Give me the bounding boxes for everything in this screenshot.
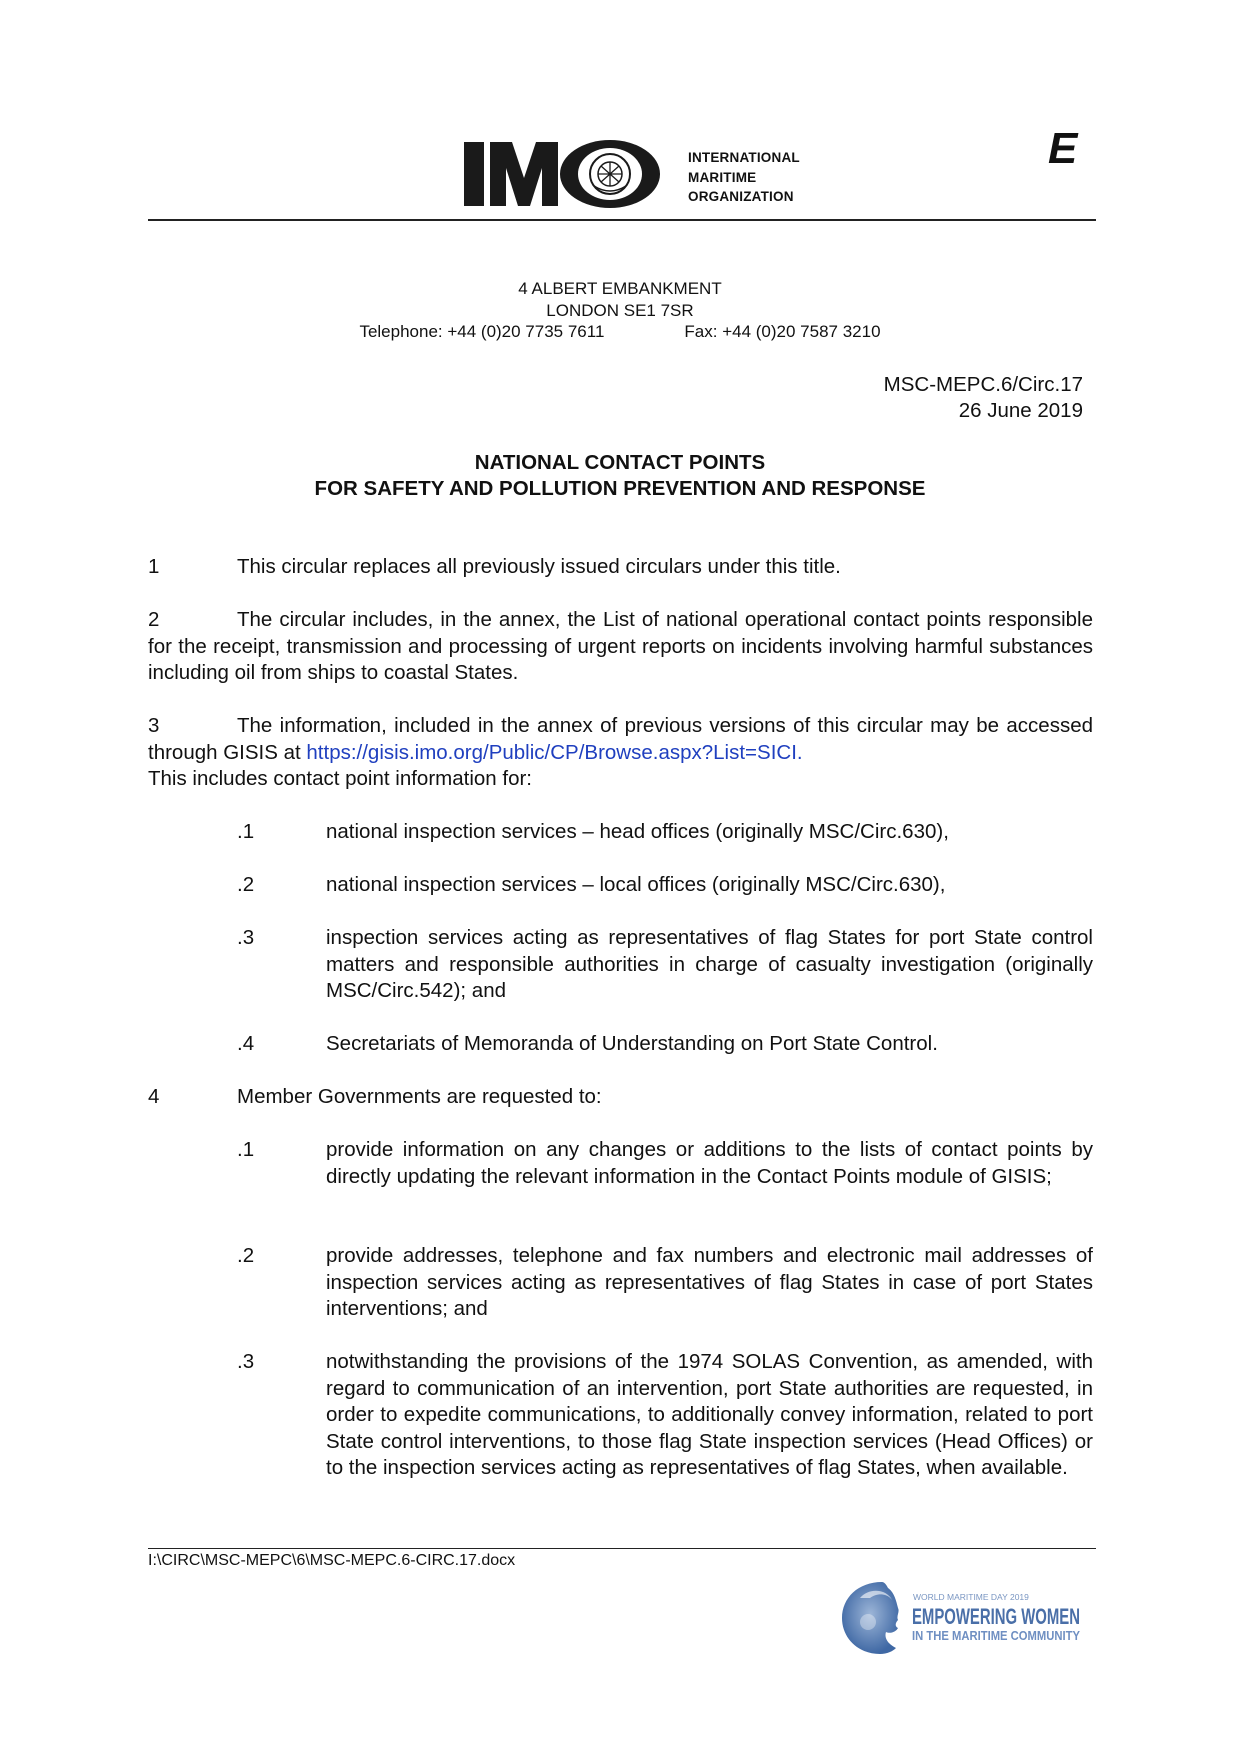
org-name-line: MARITIME [688, 169, 757, 185]
paragraph-number: 2 [148, 608, 160, 631]
address-line: 4 ALBERT EMBANKMENT [518, 279, 722, 298]
list-item [237, 925, 1093, 1005]
item-number: .4 [237, 1032, 255, 1055]
list-item [237, 1137, 1093, 1217]
address-line: LONDON SE1 7SR [546, 300, 694, 320]
telephone: Telephone: +44 (0)20 7735 7611 [359, 322, 605, 341]
item-number: .3 [237, 926, 255, 949]
paragraph-text: This includes contact point information for: [148, 767, 532, 790]
item-number: .1 [237, 1138, 255, 1161]
world-maritime-day-logo [838, 1578, 1088, 1658]
paragraph-3 [148, 713, 1093, 793]
paragraph-4 [148, 1084, 1093, 1111]
item-text: Secretariats of Memoranda of Understanding on Port State Control. [326, 1032, 938, 1055]
paragraph-number: 4 [148, 1085, 160, 1108]
list-item [237, 1349, 1093, 1509]
item-number: .1 [237, 820, 255, 843]
list-item [237, 872, 1093, 900]
list-item [237, 1243, 1093, 1323]
org-name-line: INTERNATIONAL [688, 150, 800, 165]
paragraph-text: Member Governments are requested to: [237, 1085, 602, 1108]
item-text: provide information on any changes or additions to the lists of contact points by directly updating the relevant information in the Contact Points module of GISIS; [326, 1138, 1093, 1188]
item-text: notwithstanding the provisions of the 1974 SOLAS Convention, as amended, with regard to communication of an intervention, port State authorities are requested, in order to expedite communications, to additionally convey information, related to port State control interventions, to those flag State inspection services (Head Offices) or to the inspection services acting as representatives of flag States, when available. [326, 1350, 1093, 1479]
title-line: FOR SAFETY AND POLLUTION PREVENTION AND RESPONSE [314, 477, 926, 500]
item-text: inspection services acting as representatives of flag States for port State control matters and responsible authorities in charge of casualty investigation (originally MSC/Circ.542); and [326, 926, 1093, 1002]
fax: Fax: +44 (0)20 7587 3210 [684, 322, 881, 341]
paragraph-number: 3 [148, 714, 160, 737]
footer-rule [148, 1548, 1096, 1549]
document-date: 26 June 2019 [958, 399, 1083, 422]
paragraph-text: The information, included in the annex of previous versions of this circular may be accessed through GISIS at [148, 714, 1093, 764]
paragraph-2 [148, 607, 1093, 687]
header-rule [148, 219, 1096, 221]
file-path: I:\CIRC\MSC-MEPC\6\MSC-MEPC.6-CIRC.17.docx [148, 1552, 516, 1569]
org-name [688, 148, 800, 207]
org-name-line: ORGANIZATION [688, 189, 794, 204]
item-number: .3 [237, 1350, 255, 1373]
item-text: national inspection services – local offices (originally MSC/Circ.630), [326, 873, 946, 896]
item-number: .2 [237, 1244, 255, 1267]
document-reference [884, 372, 1083, 424]
paragraph-1 [148, 554, 1093, 581]
item-text: national inspection services – head offices (originally MSC/Circ.630), [326, 820, 949, 843]
list-item [237, 1031, 1093, 1059]
document-title [140, 450, 1100, 502]
title-line: NATIONAL CONTACT POINTS [474, 451, 766, 474]
item-text: provide addresses, telephone and fax numbers and electronic mail addresses of inspection services acting as representatives of flag States in case of port States interventions; and [326, 1244, 1093, 1320]
gisis-link[interactable]: https://gisis.imo.org/Public/CP/Browse.aspx?List=SICI. [306, 740, 803, 764]
paragraph-text: This circular replaces all previously issued circulars under this title. [237, 555, 841, 578]
item-number: .2 [237, 873, 255, 896]
document-symbol: MSC-MEPC.6/Circ.17 [883, 373, 1083, 396]
paragraph-number: 1 [148, 555, 160, 578]
wmd-small-text: WORLD MARITIME DAY 2019 [913, 1592, 1029, 1602]
wmd-line-1: EMPOWERING WOMEN [912, 1604, 1080, 1629]
paragraph-text: The circular includes, in the annex, the List of national operational contact points responsible for the receipt, transmission and processing of urgent reports on incidents involving harmful substances including oil from ships to coastal States. [148, 608, 1093, 684]
address-block [140, 278, 1100, 343]
wmd-line-2: IN THE MARITIME COMMUNITY [912, 1628, 1081, 1643]
language-mark: E [1048, 124, 1078, 173]
list-item [237, 819, 1093, 847]
